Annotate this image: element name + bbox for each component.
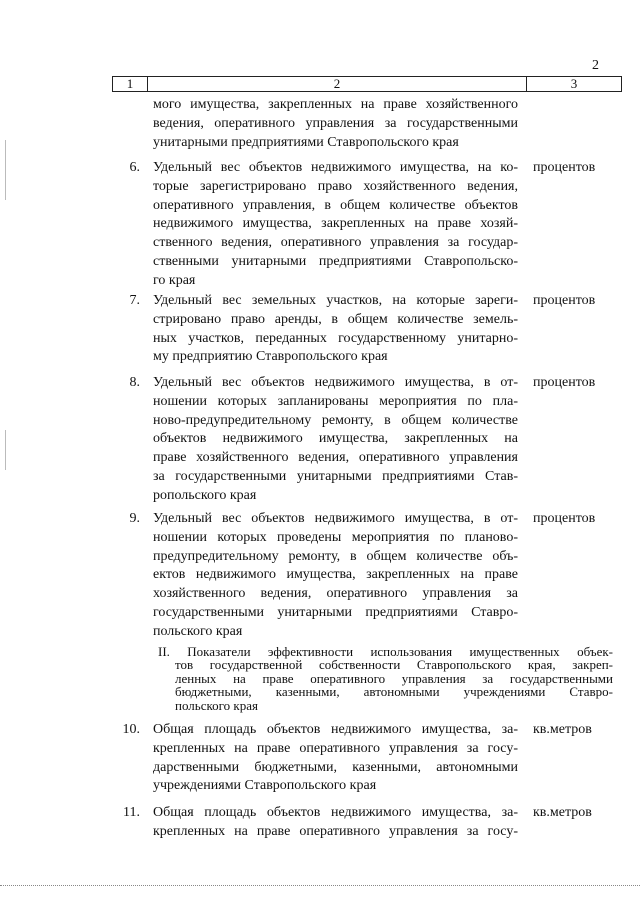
text-line: ственными унитарными предприятиями Ставропольско- [153,253,518,269]
text-line: ново-предупредительному ремонту, в общем количестве [153,412,518,428]
text-line: праве хозяйственного ведения, оперативного управления [153,450,518,466]
row-unit: процентов [533,511,596,526]
row-unit: процентов [533,375,596,390]
text-line: дарственными бюджетными, казенными, автономными [153,759,518,775]
row-number: 11. [123,805,140,820]
text-line: Удельный вес объектов недвижимого имущества, в от- [153,511,518,526]
text-line: торые зарегистрировано право хозяйственного ведения, [153,178,518,194]
row-text [153,374,518,506]
text-line: предупредительному ремонту, в общем количестве объ- [153,548,518,564]
text-line: ведения, оперативного управления за государственными [153,115,518,131]
text-line: государственными унитарными предприятиями Ставро- [153,604,518,620]
row-unit: процентов [533,293,596,308]
text-line: недвижимого имущества, закрепленных на праве хозяй- [153,216,518,232]
text-line: крепленных на праве оперативного управления за госу- [153,823,518,839]
text-line: ношении которых запланированы мероприятия по пла- [153,393,518,409]
text-line: ных участков, переданных государственному унитарно- [153,330,518,346]
header-col-3: 3 [527,77,622,92]
text-line: ственного ведения, оперативного управления за государ- [153,235,518,251]
text-line: унитарными предприятиями Ставропольского края [153,134,459,150]
text-line: стрировано право аренды, в общем количестве земель- [153,311,518,327]
text-line: польского края [153,623,243,639]
page-number: 2 [592,58,599,73]
text-line: ношении которых проведены мероприятия по планово- [153,529,518,545]
text-line: Общая площадь объектов недвижимого имущества, за- [153,805,518,820]
text-line: ектов недвижимого имущества, закрепленных на праве [153,567,518,583]
continuation-text [153,96,518,152]
table-header [112,76,622,92]
row-text [153,721,518,796]
row-text [153,804,518,842]
heading-line: ленных на праве оперативного управления за государственными [175,670,613,686]
text-line: хозяйственного ведения, оперативного управления за [153,586,518,602]
text-line: Удельный вес объектов недвижимого имущества, в от- [153,375,518,390]
heading-line: бюджетными, казенными, автономными учреждениями Ставро- [175,684,613,700]
text-line: го края [153,272,196,288]
row-number: 10. [122,722,140,737]
text-line: Удельный вес земельных участков, на которые зареги- [153,293,518,308]
row-unit: процентов [533,160,596,175]
header-row [113,77,622,92]
text-line: Удельный вес объектов недвижимого имущества, на ко- [153,160,518,175]
row-number: 8. [129,375,140,390]
row-unit: кв.метров [533,805,592,820]
row-text [153,510,518,642]
scan-margin-mark [5,430,6,470]
heading-line: тов государственной собственности Ставропольского края, закреп- [175,657,613,673]
row-text [153,159,518,291]
row-text [153,292,518,367]
heading-line: II. Показатели эффективности использования имущественных объек- [158,644,613,659]
row-number: 6. [129,160,140,175]
scan-edge-line [0,885,640,886]
heading-line: польского края [175,697,258,713]
text-line: Общая площадь объектов недвижимого имущества, за- [153,722,518,737]
text-line: ропольского края [153,487,257,503]
header-col-2: 2 [148,77,527,92]
text-line: оперативного управления, в общем количестве объектов [153,197,518,213]
text-line: учреждениями Ставропольского края [153,778,377,794]
text-line: мого имущества, закрепленных на праве хозяйственного [153,97,518,112]
row-number: 7. [129,293,140,308]
text-line: объектов недвижимого имущества, закрепленных на [153,431,518,447]
text-line: за государственными унитарными предприятиями Став- [153,468,518,484]
text-line: му предприятию Ставропольского края [153,349,388,365]
row-unit: кв.метров [533,722,592,737]
header-col-1: 1 [113,77,148,92]
section-heading [158,645,613,712]
text-line: крепленных на праве оперативного управления за госу- [153,740,518,756]
row-number: 9. [129,511,140,526]
scan-margin-mark [5,140,6,200]
